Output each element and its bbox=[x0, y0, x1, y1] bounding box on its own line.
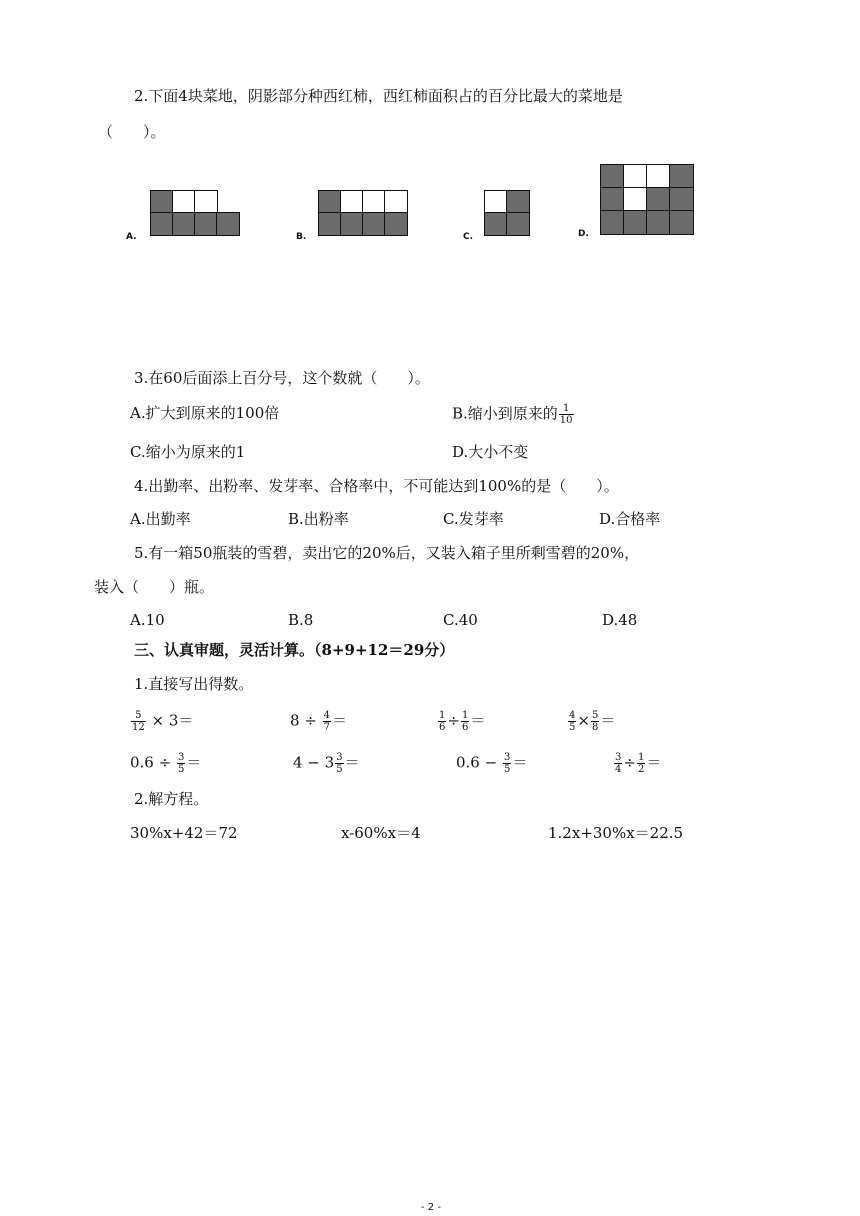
calc-r2c2: 4 − 3 $\frac{3}{5}$ ＝ bbox=[293, 752, 360, 775]
fraction: $\frac{3}{5}$ bbox=[177, 752, 185, 775]
fraction: $\frac{5}{8}$ bbox=[591, 710, 599, 733]
fraction: $\frac{1}{6}$ bbox=[439, 710, 446, 733]
q4-option-b: B.出粉率 bbox=[288, 510, 349, 528]
q2-stem-line1: 2.下面4块菜地，阴影部分种西红柿，西红柿面积占的百分比最大的菜地是 bbox=[134, 87, 623, 105]
fraction: $\frac{1}{2}$ bbox=[637, 752, 645, 775]
calc-r1c2: 8 ÷ $\frac{4}{7}$ ＝ bbox=[290, 710, 348, 733]
q4-option-c: C.发芽率 bbox=[443, 510, 504, 528]
q5-stem-line2: 装入（ ）瓶。 bbox=[94, 578, 215, 596]
q5-option-a: A.10 bbox=[130, 611, 165, 629]
equation-2: x-60%x＝4 bbox=[341, 824, 421, 842]
q3-option-c: C.缩小为原来的1 bbox=[130, 443, 246, 461]
q3-option-b-text: B.缩小到原来的 bbox=[452, 404, 558, 423]
q5-option-d: D.48 bbox=[602, 611, 638, 629]
q3-option-a: A.扩大到原来的100倍 bbox=[130, 404, 280, 422]
fraction: $\frac{3}{5}$ bbox=[336, 752, 343, 775]
calc-r1c3: $\frac{1}{6}$ ÷ $\frac{1}{6}$ ＝ bbox=[439, 710, 486, 733]
q5-option-b: B.8 bbox=[288, 611, 314, 629]
q3-option-b bbox=[452, 403, 575, 426]
q4-stem: 4.出勤率、出粉率、发芽率、合格率中，不可能达到100%的是（ ）。 bbox=[134, 477, 619, 495]
q4-option-a: A.出勤率 bbox=[130, 510, 191, 528]
q3-option-d: D.大小不变 bbox=[452, 443, 529, 461]
equation-1: 30%x+42＝72 bbox=[130, 824, 238, 842]
q5-option-c: C.40 bbox=[443, 611, 478, 629]
calc-r2c3: 0.6 − $\frac{3}{5}$ ＝ bbox=[456, 752, 528, 775]
q2-stem-line2: （ ）。 bbox=[98, 123, 166, 141]
calc-r1c4: $\frac{4}{5}$ × $\frac{5}{8}$ ＝ bbox=[569, 710, 616, 733]
section3-title: 三、认真审题，灵活计算。（8+9+12＝29分） bbox=[134, 641, 455, 659]
q5-stem-line1: 5.有一箱50瓶装的雪碧，卖出它的20%后，又装入箱子里所剩雪碧的20%， bbox=[134, 544, 640, 562]
figure-d-label: D. bbox=[578, 229, 589, 239]
section3-sub2: 2.解方程。 bbox=[134, 790, 209, 808]
q3-stem: 3.在60后面添上百分号，这个数就（ ）。 bbox=[134, 369, 430, 387]
calc-r1c1: $\frac{5}{12}$ × 3＝ bbox=[132, 710, 194, 733]
figure-c-label: C. bbox=[463, 232, 474, 242]
q4-option-d: D.合格率 bbox=[599, 510, 661, 528]
q3-option-b-fraction: $\frac{1}{10}$ bbox=[559, 403, 573, 426]
section3-sub1: 1.直接写出得数。 bbox=[134, 675, 254, 693]
fraction: $\frac{3}{5}$ bbox=[503, 752, 511, 775]
calc-r2c4: $\frac{3}{4}$ ÷ $\frac{1}{2}$ ＝ bbox=[615, 752, 662, 775]
figure-a-label: A. bbox=[126, 232, 137, 242]
fraction: $\frac{3}{4}$ bbox=[615, 752, 622, 775]
fraction: $\frac{4}{5}$ bbox=[569, 710, 576, 733]
fraction: $\frac{5}{12}$ bbox=[132, 710, 145, 733]
figure-b-label: B. bbox=[296, 232, 307, 242]
fraction: $\frac{4}{7}$ bbox=[323, 710, 331, 733]
equation-3: 1.2x+30%x＝22.5 bbox=[548, 824, 684, 842]
calc-r2c1: 0.6 ÷ $\frac{3}{5}$ ＝ bbox=[130, 752, 202, 775]
fraction: $\frac{1}{6}$ bbox=[461, 710, 469, 733]
page-number: - 2 - bbox=[421, 1202, 441, 1213]
